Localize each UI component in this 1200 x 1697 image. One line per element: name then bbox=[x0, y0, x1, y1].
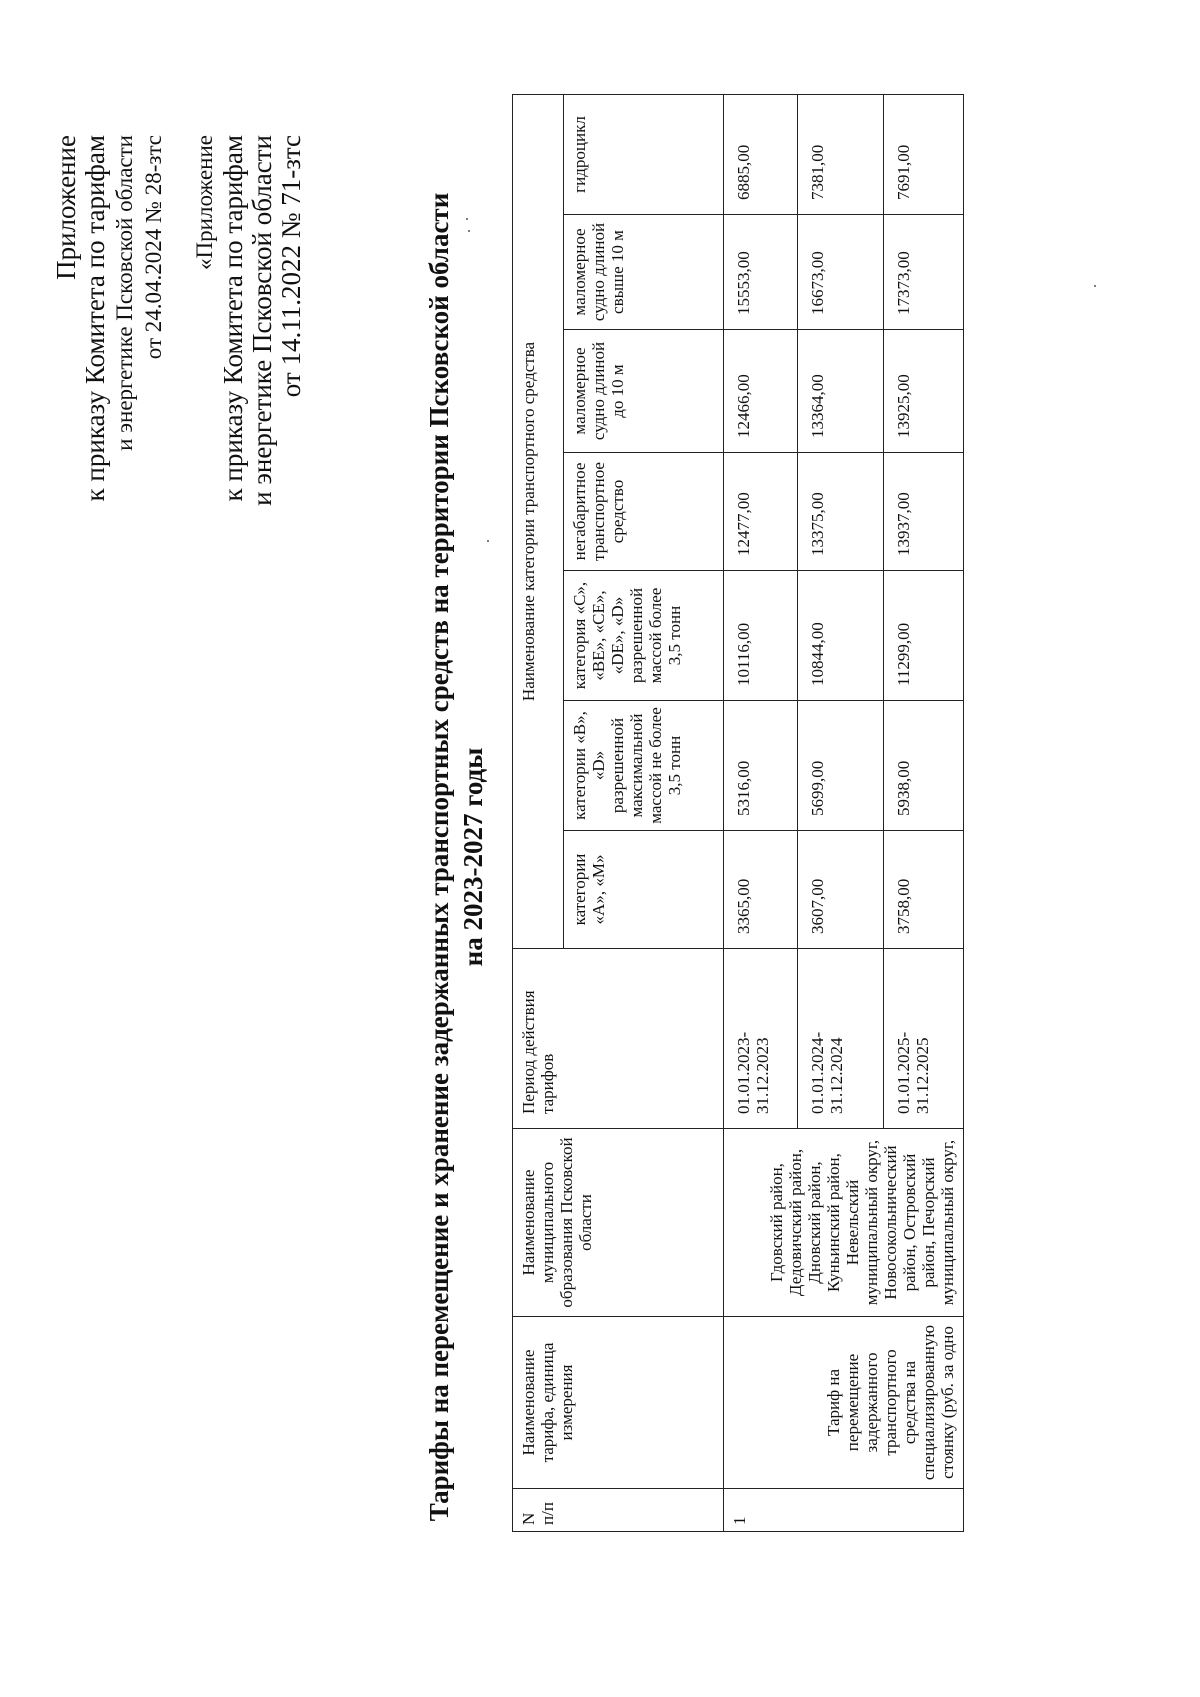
header-tariff-name: Наименование тарифа, единица измерения bbox=[513, 1317, 724, 1489]
header-category: негабаритное транспортное средство bbox=[564, 453, 724, 571]
tariff-value: 6885,00 bbox=[724, 95, 798, 215]
appendix-order-line: к приказу Комитета по тарифам bbox=[80, 135, 110, 502]
tariff-value: 13375,00 bbox=[798, 453, 884, 571]
header-category: категория «С», «ВЕ», «СЕ», «DЕ», «D» разрешенной массой более 3,5 тонн bbox=[564, 571, 724, 701]
title-line-2: на 2023-2027 годы bbox=[458, 747, 488, 967]
tariff-value: 13364,00 bbox=[798, 330, 884, 453]
header-municipality: Наименование муниципального образования Псковской области bbox=[513, 1129, 724, 1317]
header-category: гидроцикл bbox=[564, 95, 724, 215]
tariff-value: 12466,00 bbox=[724, 330, 798, 453]
tariff-value: 15553,00 bbox=[724, 215, 798, 330]
title-line-1: Тарифы на перемещение и хранение задержанных транспортных средств на территории Псковской области bbox=[424, 192, 454, 1522]
row-tariff-name: Тариф на перемещение задержанного транспортного средства на специализированную стоянку (руб. за одно bbox=[724, 1317, 964, 1489]
tariff-value: 3607,00 bbox=[798, 831, 884, 949]
tariff-value: 11299,00 bbox=[884, 571, 964, 701]
tariff-value: 7691,00 bbox=[884, 95, 964, 215]
period-end: 31.12.2024 bbox=[827, 1037, 846, 1114]
tariff-table bbox=[512, 94, 964, 1532]
period-end: 31.12.2023 bbox=[753, 1037, 772, 1114]
table-header-row bbox=[513, 95, 564, 1532]
tariff-value: 13937,00 bbox=[884, 453, 964, 571]
appendix-date-number: от 14.11.2022 № 71-зтс bbox=[276, 135, 306, 398]
header-category: категории «В», «D» разрешенной максимальной массой не более 3,5 тонн bbox=[564, 701, 724, 831]
tariff-value: 17373,00 bbox=[884, 215, 964, 330]
appendix-committee-line: и энергетике Псковской области bbox=[247, 135, 277, 506]
header-category: категории «А», «М» bbox=[564, 831, 724, 949]
appendix-reference-new bbox=[52, 135, 168, 501]
table-row bbox=[724, 95, 798, 1532]
header-category: маломерное судно длиной до 10 м bbox=[564, 330, 724, 453]
tariff-value: 5699,00 bbox=[798, 701, 884, 831]
header-num: N п/п bbox=[513, 1489, 724, 1532]
tariff-value: 3365,00 bbox=[724, 831, 798, 949]
period-start: 01.01.2023- bbox=[734, 1031, 753, 1114]
tariff-value: 13925,00 bbox=[884, 330, 964, 453]
header-period: Период действия тарифов bbox=[513, 949, 724, 1129]
period-cell bbox=[798, 949, 884, 1129]
tariff-value: 7381,00 bbox=[798, 95, 884, 215]
tariff-value: 10844,00 bbox=[798, 571, 884, 701]
period-start: 01.01.2025- bbox=[894, 1031, 913, 1114]
tariff-value: 10116,00 bbox=[724, 571, 798, 701]
appendix-order-line: к приказу Комитета по тарифам bbox=[218, 135, 248, 502]
appendix-heading: Приложение bbox=[51, 135, 81, 280]
appendix-heading: «Приложение bbox=[192, 135, 217, 270]
header-category-group: Наименование категории транспортного средства bbox=[513, 95, 564, 949]
row-municipality: Гдовский район, Дедовичский район, Дновский район, Куньинский район, Невельский муниципальный округ, Новосокольнический район, Островский район, Печорский муниципальный округ, bbox=[724, 1129, 964, 1317]
tariff-value: 12477,00 bbox=[724, 453, 798, 571]
tariff-value: 16673,00 bbox=[798, 215, 884, 330]
tariff-value: 3758,00 bbox=[884, 831, 964, 949]
appendix-committee-line: и энергетике Псковской области bbox=[112, 135, 137, 451]
appendix-reference-old bbox=[190, 135, 306, 506]
period-cell bbox=[884, 949, 964, 1129]
document-title bbox=[422, 167, 490, 1547]
period-cell bbox=[724, 949, 798, 1129]
tariff-value: 5938,00 bbox=[884, 701, 964, 831]
row-num: 1 bbox=[724, 1489, 964, 1532]
period-start: 01.01.2024- bbox=[808, 1031, 827, 1114]
tariff-value: 5316,00 bbox=[724, 701, 798, 831]
header-category: маломерное судно длиной свыше 10 м bbox=[564, 215, 724, 330]
period-end: 31.12.2025 bbox=[913, 1037, 932, 1114]
appendix-date-number: от 24.04.2024 № 28-зтс bbox=[141, 135, 166, 360]
